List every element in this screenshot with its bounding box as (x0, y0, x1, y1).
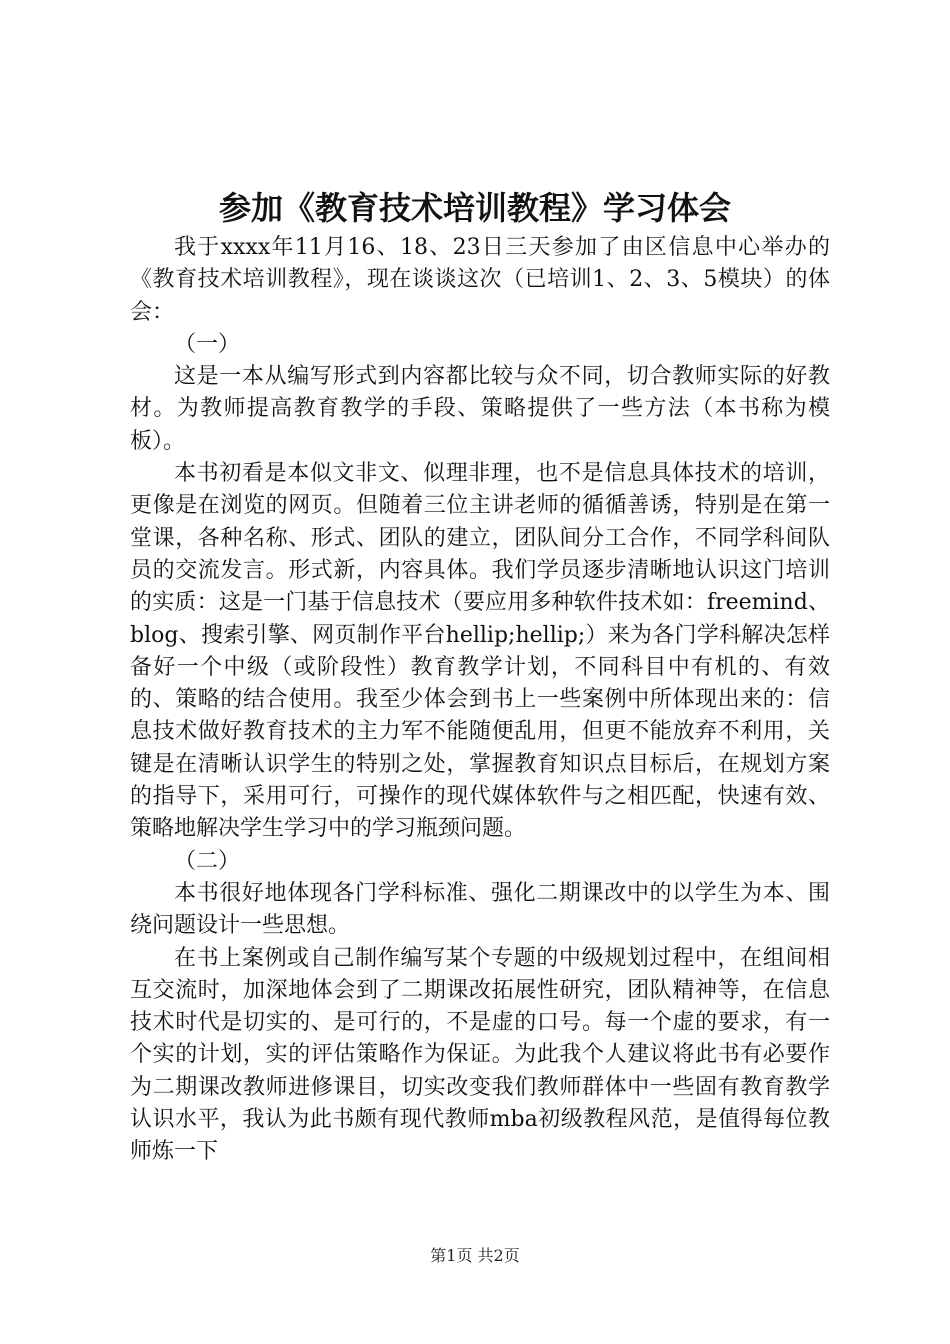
section-heading-two: （二） (174, 848, 241, 874)
paragraph: 本书初看是本似文非文、似理非理，也不是信息具体技术的培训，更像是在浏览的网页。但随着三位主讲老师的循循善诱，特别是在第一堂课，各种名称、形式、团队的建立，团队间分工合作，不同学科间队员的交流发言。形式新，内容具体。我们学员逐步清晰地认识这门培训的实质：这是一门基于信息技术（要应用多种软件技术如：freemind、blog、搜索引擎、网页制作平台hellip;hellip;）来为各门学科解决怎样备好一个中级（或阶段性）教育教学计划，不同科目中有机的、有效的、策略的结合使用。我至少体会到书上一些案例中所体现出来的：信息技术做好教育技术的主力军不能随便乱用，但更不能放弃不利用，关键是在清晰认识学生的特别之处，掌握教育知识点目标后，在规划方案的指导下，采用可行，可操作的现代媒体软件与之相匹配，快速有效、策略地解决学生学习中的学习瓶颈问题。 (130, 461, 830, 842)
section-heading-one: （一） (174, 331, 241, 357)
paragraph-intro: 我于xxxx年11月16、18、23日三天参加了由区信息中心举办的《教育技术培训教程》，现在谈谈这次（已培训1、2、3、5模块）的体会： (130, 235, 830, 325)
paragraph: 这是一本从编写形式到内容都比较与众不同，切合教师实际的好教材。为教师提高教育教学的手段、策略提供了一些方法（本书称为模板）。 (130, 364, 830, 454)
document-body (130, 232, 830, 1169)
paragraph: 本书很好地体现各门学科标准、强化二期课改中的以学生为本、围绕问题设计一些思想。 (130, 880, 830, 939)
document-title: 参加《教育技术培训教程》学习体会 (218, 189, 731, 227)
page-footer: 第1页 共2页 (430, 1246, 520, 1265)
paragraph: 在书上案例或自己制作编写某个专题的中级规划过程中，在组间相互交流时，加深地体会到了二期课改拓展性研究，团队精神等，在信息技术时代是切实的、是可行的，不是虚的口号。每一个虚的要求，有一个实的计划，实的评估策略作为保证。为此我个人建议将此书有必要作为二期课改教师进修课目，切实改变我们教师群体中一些固有教育教学认识水平，我认为此书颇有现代教师mba初级教程风范，是值得每位教师炼一下 (130, 945, 830, 1165)
